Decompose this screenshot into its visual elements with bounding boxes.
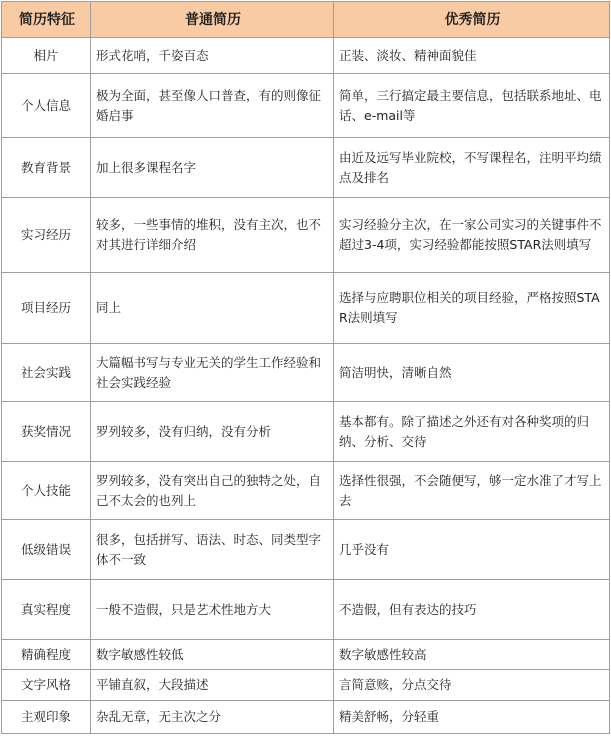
row-excellent: 简单，三行搞定最主要信息，包括联系地址、电话、e-mail等 xyxy=(334,74,610,138)
row-normal: 极为全面，甚至像人口普查，有的则像征婚启事 xyxy=(91,74,334,138)
table-body xyxy=(2,38,610,734)
row-normal: 数字敏感性较低 xyxy=(91,640,334,670)
table-row xyxy=(2,138,610,198)
table-row xyxy=(2,701,610,734)
row-excellent: 数字敏感性较高 xyxy=(334,640,610,670)
table-row xyxy=(2,74,610,138)
row-normal: 加上很多课程名字 xyxy=(91,138,334,198)
row-excellent: 精美舒畅，分轻重 xyxy=(334,701,610,734)
row-feature: 真实程度 xyxy=(2,580,91,640)
row-feature: 项目经历 xyxy=(2,273,91,344)
row-feature: 精确程度 xyxy=(2,640,91,670)
table-row xyxy=(2,198,610,273)
header-normal-resume: 普通简历 xyxy=(91,2,334,38)
row-excellent: 选择与应聘职位相关的项目经验，严格按照STAR法则填写 xyxy=(334,273,610,344)
row-excellent: 不造假，但有表达的技巧 xyxy=(334,580,610,640)
row-feature: 教育背景 xyxy=(2,138,91,198)
row-excellent: 言简意赅，分点交待 xyxy=(334,670,610,701)
row-feature: 文字风格 xyxy=(2,670,91,701)
row-normal: 较多，一些事情的堆积，没有主次，也不对其进行详细介绍 xyxy=(91,198,334,273)
table-row xyxy=(2,402,610,462)
table-row xyxy=(2,640,610,670)
row-normal: 罗列较多，没有突出自己的独特之处，自己不太会的也列上 xyxy=(91,462,334,520)
row-feature: 主观印象 xyxy=(2,701,91,734)
table-row xyxy=(2,344,610,402)
row-normal: 大篇幅书写与专业无关的学生工作经验和社会实践经验 xyxy=(91,344,334,402)
row-normal: 一般不造假，只是艺术性地方大 xyxy=(91,580,334,640)
row-feature: 获奖情况 xyxy=(2,402,91,462)
table-row xyxy=(2,462,610,520)
row-feature: 实习经历 xyxy=(2,198,91,273)
row-normal: 杂乱无章，无主次之分 xyxy=(91,701,334,734)
row-excellent: 基本都有。除了描述之外还有对各种奖项的归纳、分析、交待 xyxy=(334,402,610,462)
row-feature: 低级错误 xyxy=(2,520,91,580)
header-excellent-resume: 优秀简历 xyxy=(334,2,610,38)
row-excellent: 由近及远写毕业院校，不写课程名，注明平均绩点及排名 xyxy=(334,138,610,198)
row-feature: 个人技能 xyxy=(2,462,91,520)
row-excellent: 正装、淡妆、精神面貌佳 xyxy=(334,38,610,74)
table-row xyxy=(2,670,610,701)
row-feature: 相片 xyxy=(2,38,91,74)
row-normal: 罗列较多，没有归纳，没有分析 xyxy=(91,402,334,462)
row-excellent: 几乎没有 xyxy=(334,520,610,580)
table-row xyxy=(2,38,610,74)
resume-comparison-table xyxy=(1,1,610,734)
row-feature: 社会实践 xyxy=(2,344,91,402)
header-row xyxy=(2,2,610,38)
row-normal: 同上 xyxy=(91,273,334,344)
row-normal: 平铺直叙，大段描述 xyxy=(91,670,334,701)
table-row xyxy=(2,273,610,344)
table-header xyxy=(2,2,610,38)
row-excellent: 实习经验分主次，在一家公司实习的关键事件不超过3-4项，实习经验都能按照STAR法则填写 xyxy=(334,198,610,273)
row-normal: 形式花哨，千姿百态 xyxy=(91,38,334,74)
row-normal: 很多，包括拼写、语法、时态、同类型字体不一致 xyxy=(91,520,334,580)
row-feature: 个人信息 xyxy=(2,74,91,138)
row-excellent: 选择性很强，不会随便写，够一定水准了才写上去 xyxy=(334,462,610,520)
table-row xyxy=(2,580,610,640)
row-excellent: 简洁明快，清晰自然 xyxy=(334,344,610,402)
header-feature: 简历特征 xyxy=(2,2,91,38)
table-row xyxy=(2,520,610,580)
